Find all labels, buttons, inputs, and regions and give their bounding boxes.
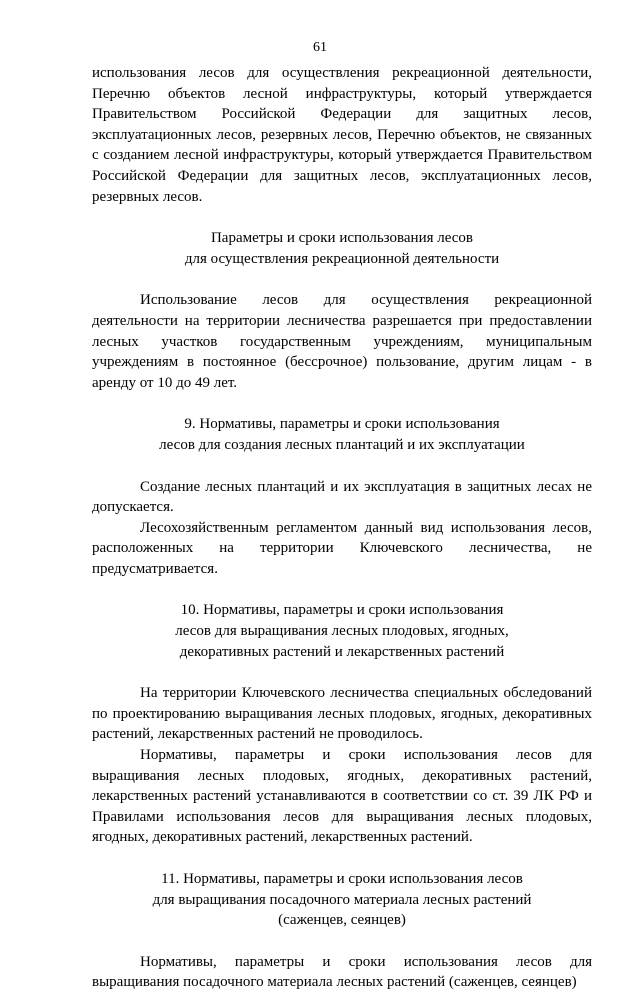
paragraph-section10-a: На территории Ключевского лесничества специальных обследований по проектированию выращивания лесных плодовых, ягодных, декоративных растений, лекарственных растений не проводилось. xyxy=(92,685,592,743)
paragraph-section10-b: Нормативы, параметры и сроки использования лесов для выращивания лесных плодовых, ягодных, декоративных растений, лекарственных растений устанавливаются в соответствии со ст. 39 ЛК РФ и Правилами использования лесов для выращивания лесных плодовых, ягодных, декоративных растений, лекарственных растений. xyxy=(92,747,592,846)
heading-section11-line3: (саженцев, сеянцев) xyxy=(278,912,406,929)
heading-section11-line2: для выращивания посадочного материала лесных растений xyxy=(152,891,532,908)
paragraph-intro: использования лесов для осуществления рекреационной деятельности, Перечню объектов лесной инфраструктуры, который утверждается Правительством Российской Федерации для защитных лесов, эксплуатационных лесов, резервных лесов, Перечню объектов, не связанных с созданием лесной инфраструктуры, который утверждается Правительством Российской Федерации для защитных лесов, эксплуатационных лесов, резервных лесов. xyxy=(92,65,592,205)
paragraph-recreation: Использование лесов для осуществления рекреационной деятельности на территории лесничества разрешается при предоставлении лесных участков государственным учреждениям, муниципальным учреждениям в постоянное (бессрочное) пользование, другим лицам - в аренду от 10 до 49 лет. xyxy=(92,292,592,391)
paragraph-section11-a: Нормативы, параметры и сроки использования лесов для выращивания посадочного материала лесных растений (саженцев, сеянцев) xyxy=(92,953,592,991)
heading-section10-line3: декоративных растений и лекарственных растений xyxy=(179,643,505,660)
document-body xyxy=(92,63,592,993)
heading-section9-line2: лесов для создания лесных плантаций и их эксплуатации xyxy=(159,436,525,453)
paragraph-section9-a: Создание лесных плантаций и их эксплуатация в защитных лесах не допускается. xyxy=(92,478,592,516)
heading-section10-line1: 10. Нормативы, параметры и сроки использования xyxy=(180,602,504,619)
heading-recreation-line1: Параметры и сроки использования лесов xyxy=(210,230,474,247)
heading-section11-line1: 11. Нормативы, параметры и сроки использования лесов xyxy=(161,871,523,887)
page-number: 61 xyxy=(313,40,327,55)
heading-recreation-line2: для осуществления рекреационной деятельности xyxy=(184,250,500,267)
heading-section10-line2: лесов для выращивания лесных плодовых, ягодных, xyxy=(175,623,509,640)
heading-section9-line1: 9. Нормативы, параметры и сроки использования xyxy=(184,416,500,433)
paragraph-section9-b: Лесохозяйственным регламентом данный вид использования лесов, расположенных на территории Ключевского лесничества, не предусматривается. xyxy=(92,519,592,577)
